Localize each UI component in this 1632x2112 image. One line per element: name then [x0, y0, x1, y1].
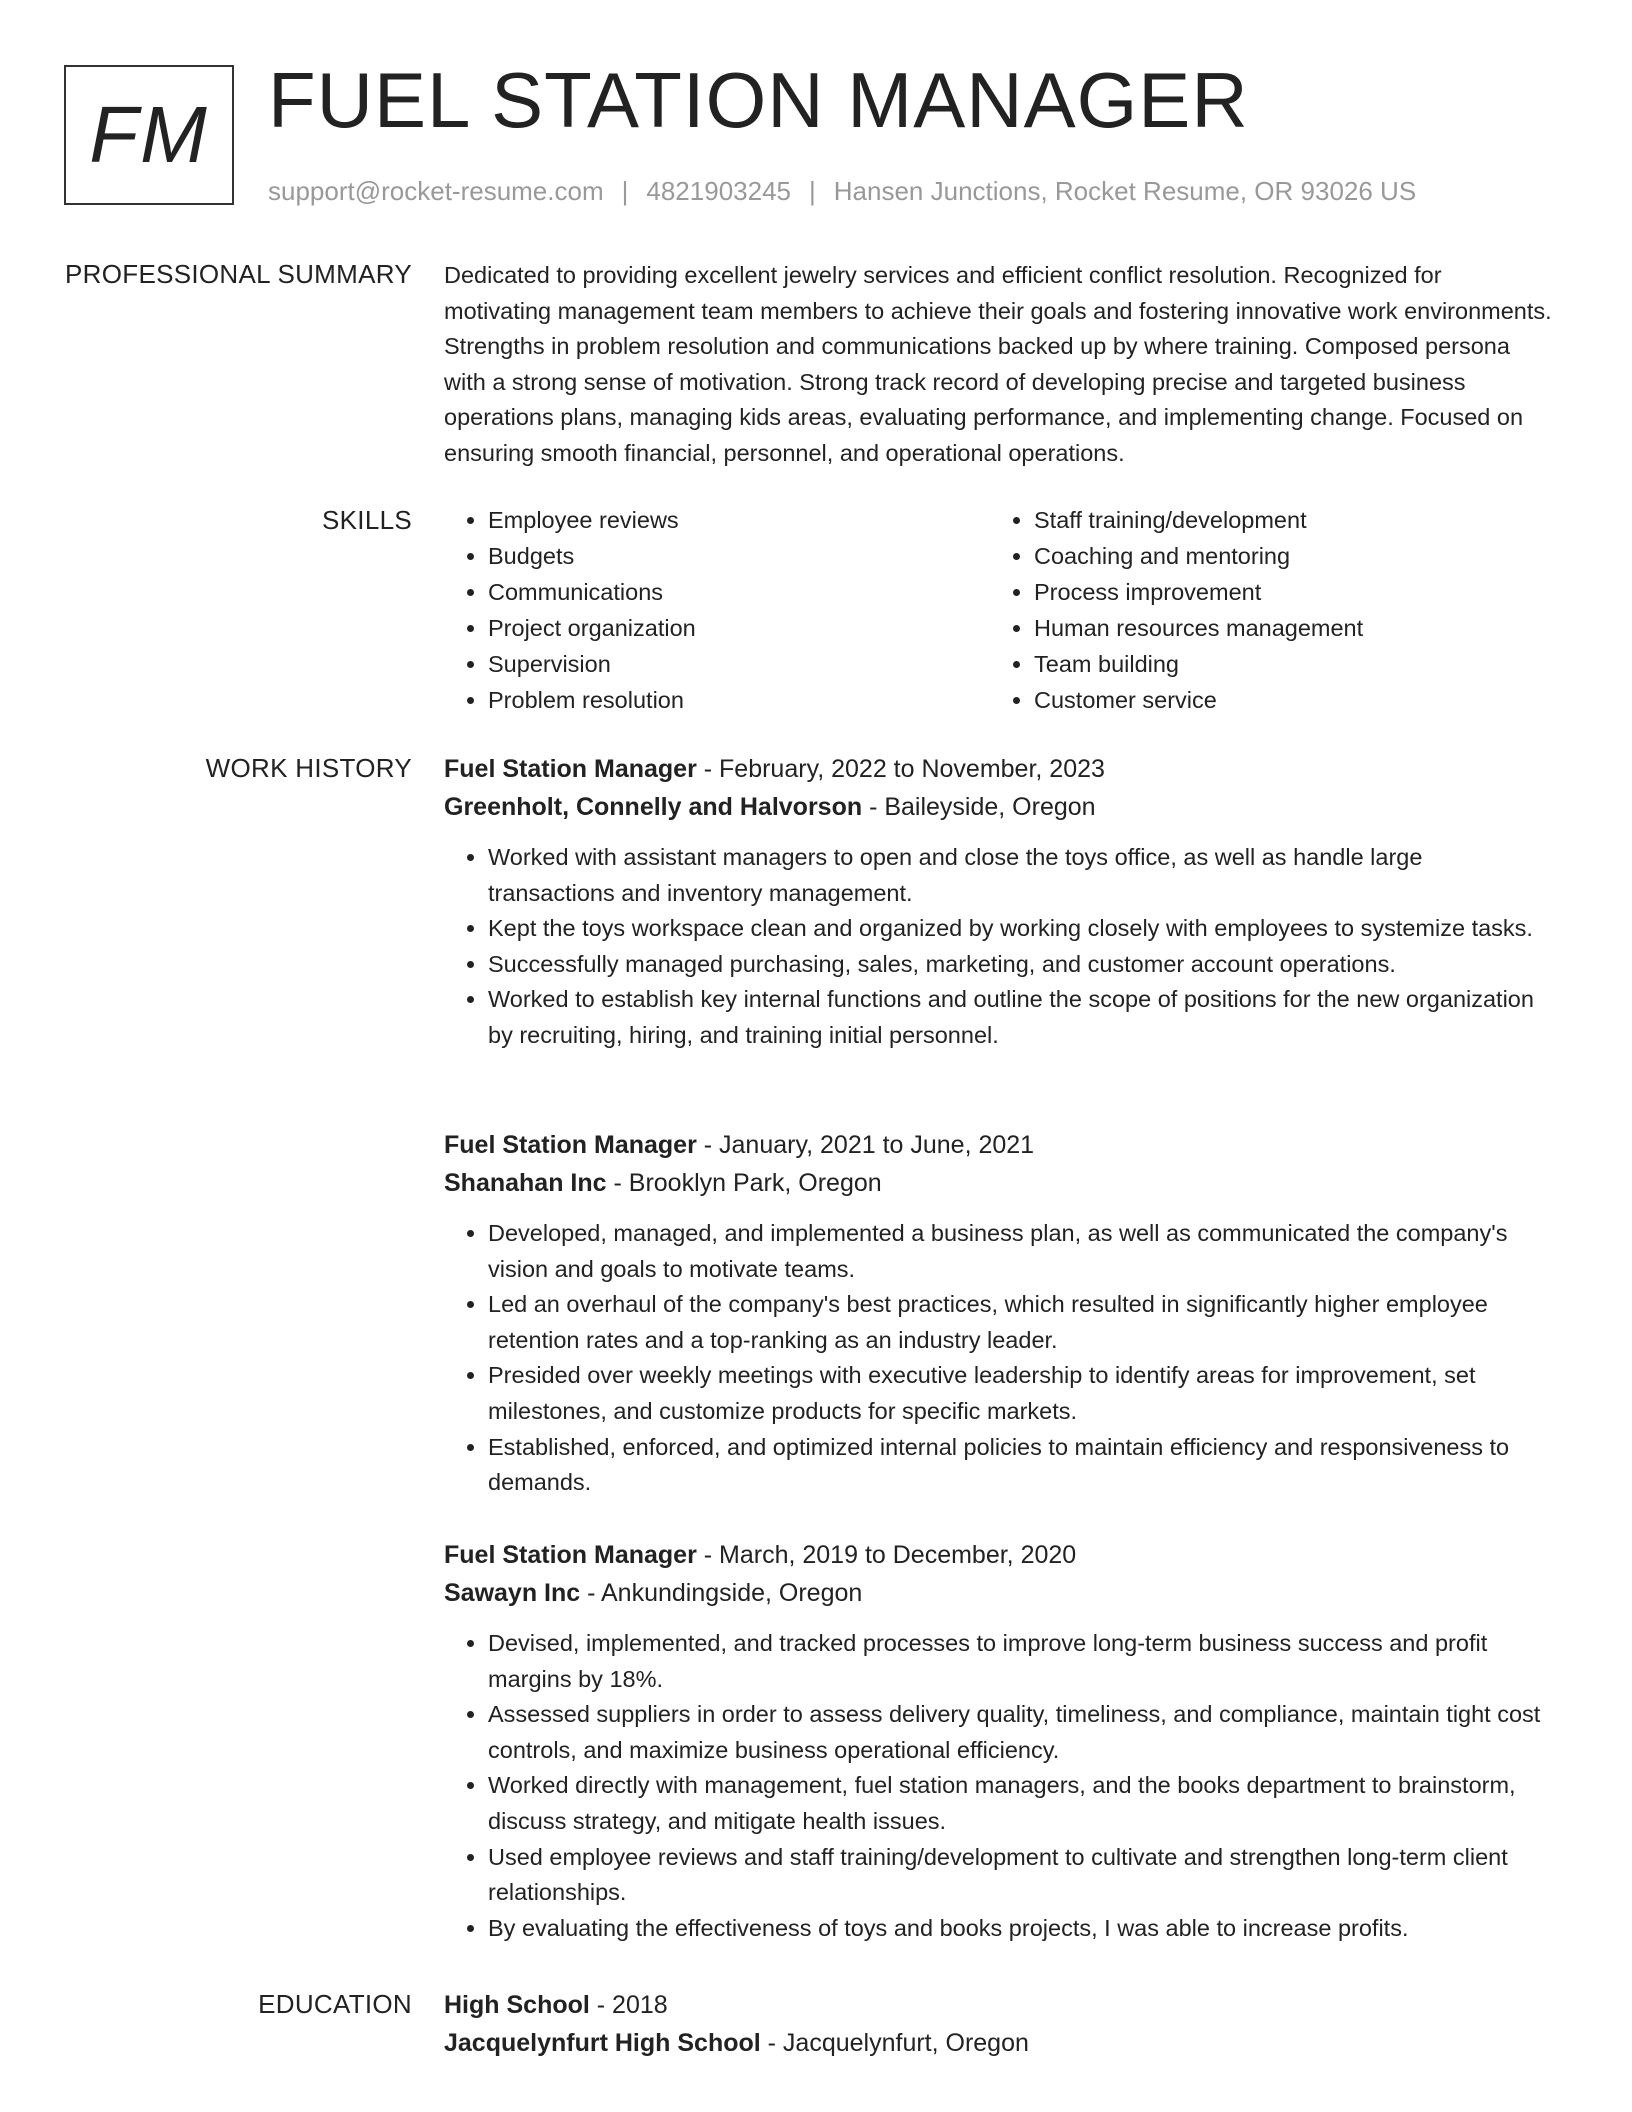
skill-item: • Problem resolution: [488, 682, 990, 718]
job-company-line: [444, 1164, 1554, 1202]
job-bullet: • Developed, managed, and implemented a business plan, as well as communicated the company's vision and goals to motivate teams.: [488, 1216, 1554, 1287]
education-location: - Jacquelynfurt, Oregon: [760, 2029, 1029, 2057]
job-bullet: • Presided over weekly meetings with executive leadership to identify areas for improvement, set milestones, and customize products for specific markets.: [488, 1358, 1554, 1429]
job-title-line: [444, 1126, 1554, 1164]
job-bullet: • Successfully managed purchasing, sales, marketing, and customer account operations.: [488, 947, 1554, 983]
job-bullet: • Kept the toys workspace clean and organized by working closely with employees to systemize tasks.: [488, 911, 1554, 947]
education-degree: High School: [444, 1991, 590, 2019]
job-company-line: [444, 788, 1554, 826]
contact-email: support@rocket-resume.com: [268, 176, 604, 206]
skill-item: • Budgets: [488, 538, 990, 574]
job-entry: [444, 1126, 1554, 1501]
section-label-summary: PROFESSIONAL SUMMARY: [65, 259, 412, 289]
education-school-line: [444, 2024, 1554, 2062]
section-label-work-history: WORK HISTORY: [205, 753, 412, 783]
job-location: - Ankundingside, Oregon: [580, 1579, 863, 1607]
job-entry: [444, 750, 1554, 1054]
job-title-line: [444, 750, 1554, 788]
job-bullet: • By evaluating the effectiveness of toys and books projects, I was able to increase profits.: [488, 1911, 1554, 1947]
skill-item: • Communications: [488, 574, 990, 610]
monogram-initials: FM: [89, 90, 209, 179]
skill-item: • Project organization: [488, 610, 990, 646]
skill-item: • Process improvement: [1034, 574, 1536, 610]
skill-item: • Team building: [1034, 646, 1536, 682]
job-company: Sawayn Inc: [444, 1579, 581, 1607]
job-bullet: • Used employee reviews and staff training/development to cultivate and strengthen long-term client relationships.: [488, 1840, 1554, 1911]
job-bullet: • Worked with assistant managers to open and close the toys office, as well as handle large transactions and inventory management.: [488, 840, 1554, 911]
job-bullet: • Established, enforced, and optimized internal policies to maintain efficiency and responsiveness to demands.: [488, 1430, 1554, 1501]
job-company: Shanahan Inc: [444, 1169, 607, 1197]
section-label-skills: SKILLS: [322, 505, 412, 535]
skill-item: • Employee reviews: [488, 502, 990, 538]
job-bullet: • Worked to establish key internal functions and outline the scope of positions for the new organization by recruiting, hiring, and training initial personnel.: [488, 982, 1554, 1053]
contact-separator: |: [809, 176, 816, 206]
job-bullet: • Devised, implemented, and tracked processes to improve long-term business success and profit margins by 18%.: [488, 1626, 1554, 1697]
section-label-education: EDUCATION: [258, 1989, 412, 2019]
skill-item: • Customer service: [1034, 682, 1536, 718]
job-company-line: [444, 1574, 1554, 1612]
job-dates: - January, 2021 to June, 2021: [696, 1131, 1035, 1159]
job-bullet: • Worked directly with management, fuel station managers, and the books department to brainstorm, discuss strategy, and mitigate health issues.: [488, 1768, 1554, 1839]
job-bullet: • Assessed suppliers in order to assess delivery quality, timeliness, and compliance, maintain tight cost controls, and maximize business operational efficiency.: [488, 1697, 1554, 1768]
monogram-box: [64, 65, 234, 205]
job-bullets: [444, 1626, 1554, 1946]
skills-column-left: [444, 502, 990, 718]
summary-content: [444, 258, 1554, 472]
job-title: Fuel Station Manager: [444, 1131, 697, 1159]
skill-item: • Staff training/development: [1034, 502, 1536, 538]
job-company: Greenholt, Connelly and Halvorson: [444, 793, 863, 821]
summary-text: Dedicated to providing excellent jewelry services and efficient conflict resolution. Recognized for motivating management team members to achieve their goals and fostering innovative work environments. Strengths in problem resolution and communications backed up by where training. Composed persona with a strong sense of motivation. Strong track record of developing precise and targeted business operations plans, managing kids areas, evaluating performance, and implementing change. Focused on ensuring smooth financial, personnel, and operational operations.: [444, 262, 1552, 466]
job-dates: - March, 2019 to December, 2020: [696, 1541, 1077, 1569]
skill-item: • Human resources management: [1034, 610, 1536, 646]
skill-item: • Coaching and mentoring: [1034, 538, 1536, 574]
job-bullet: • Led an overhaul of the company's best practices, which resulted in significantly higher employee retention rates and a top-ranking as an industry leader.: [488, 1287, 1554, 1358]
contact-phone: 4821903245: [646, 176, 791, 206]
skills-list: [444, 502, 1554, 718]
skills-column-right: [990, 502, 1536, 718]
job-title: Fuel Station Manager: [444, 1541, 697, 1569]
skill-item: • Supervision: [488, 646, 990, 682]
job-title-line: [444, 1536, 1554, 1574]
job-location: - Brooklyn Park, Oregon: [606, 1169, 882, 1197]
contact-separator: |: [621, 176, 629, 206]
job-entry: [444, 1536, 1554, 1946]
resume-title: FUEL STATION MANAGER: [268, 56, 1249, 144]
job-dates: - February, 2022 to November, 2023: [696, 755, 1105, 783]
job-bullets: [444, 840, 1554, 1054]
education-degree-line: [444, 1986, 1554, 2024]
education-school: Jacquelynfurt High School: [444, 2029, 761, 2057]
job-title: Fuel Station Manager: [444, 755, 697, 783]
contact-address: Hansen Junctions, Rocket Resume, OR 93026 US: [833, 176, 1417, 206]
job-location: - Baileyside, Oregon: [862, 793, 1096, 821]
contact-line: [268, 173, 1416, 209]
education-year: - 2018: [589, 1991, 668, 2019]
job-bullets: [444, 1216, 1554, 1501]
education-entry: [444, 1986, 1554, 2062]
